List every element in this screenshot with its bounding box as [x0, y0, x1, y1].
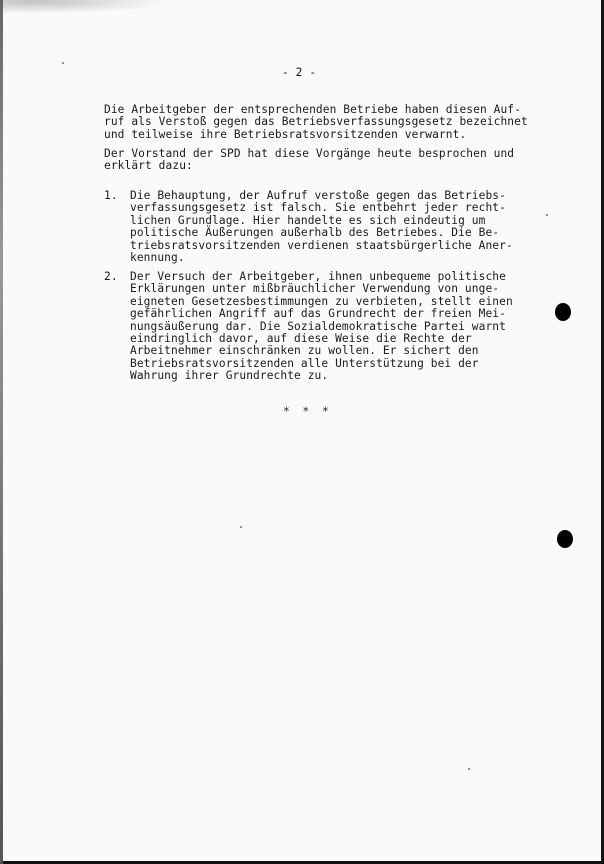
scan-speck	[468, 768, 470, 770]
scan-speck	[546, 214, 548, 216]
list-item-text: Der Versuch der Arbeitgeber, ihnen unbequeme politische Erklärungen unter mißbräuchlicher Verwendung von unge- eigneten Gesetzesbestimmungen zu verbieten, stellt einen gefährlichen Angriff auf das Grundrecht der freien Mei- nungsäußerung dar. Die Sozialdemokratische Partei warnt eindringlich davor, auf diese Weise die Rechte der Arbeitnehmer einschränken zu wollen. Er sichert den Betriebsratsvorsitzenden alle Unterstützung bei der Wahrung ihrer Grundrechte zu.	[130, 270, 513, 383]
list-item-text: Die Behauptung, der Aufruf verstoße gegen das Betriebs- verfassungsgesetz ist falsch. Sie entbehrt jeder recht- lichen Grundlage. Hier handelte es sich eindeutig um politische Äußerungen außerhalb des Betriebes. Die Be- triebsratsvorsitzenden verdienen staatsbürgerliche Aner- kennung.	[130, 189, 513, 265]
list-item	[104, 270, 513, 383]
paragraph-employers: Die Arbeitgeber der entsprechenden Betriebe haben diesen Auf- ruf als Verstoß gegen das Betriebsverfassungsgesetz bezeichnet und teilweise ihre Betriebsratsvorsitzenden verwarnt.	[104, 103, 528, 141]
paragraph-spd-board: Der Vorstand der SPD hat diese Vorgänge heute besprochen und erklärt dazu:	[104, 147, 515, 173]
punch-hole	[557, 530, 573, 548]
list-item-number: 2.	[104, 270, 118, 283]
scan-left-edge	[0, 0, 3, 864]
scan-speck	[62, 62, 64, 64]
section-separator: * * *	[283, 405, 332, 418]
scan-speck	[240, 526, 242, 528]
punch-hole	[555, 303, 571, 321]
scan-smudge	[0, 0, 170, 14]
list-item	[104, 189, 513, 265]
page-number: - 2 -	[282, 66, 317, 79]
list-item-number: 1.	[104, 189, 118, 202]
